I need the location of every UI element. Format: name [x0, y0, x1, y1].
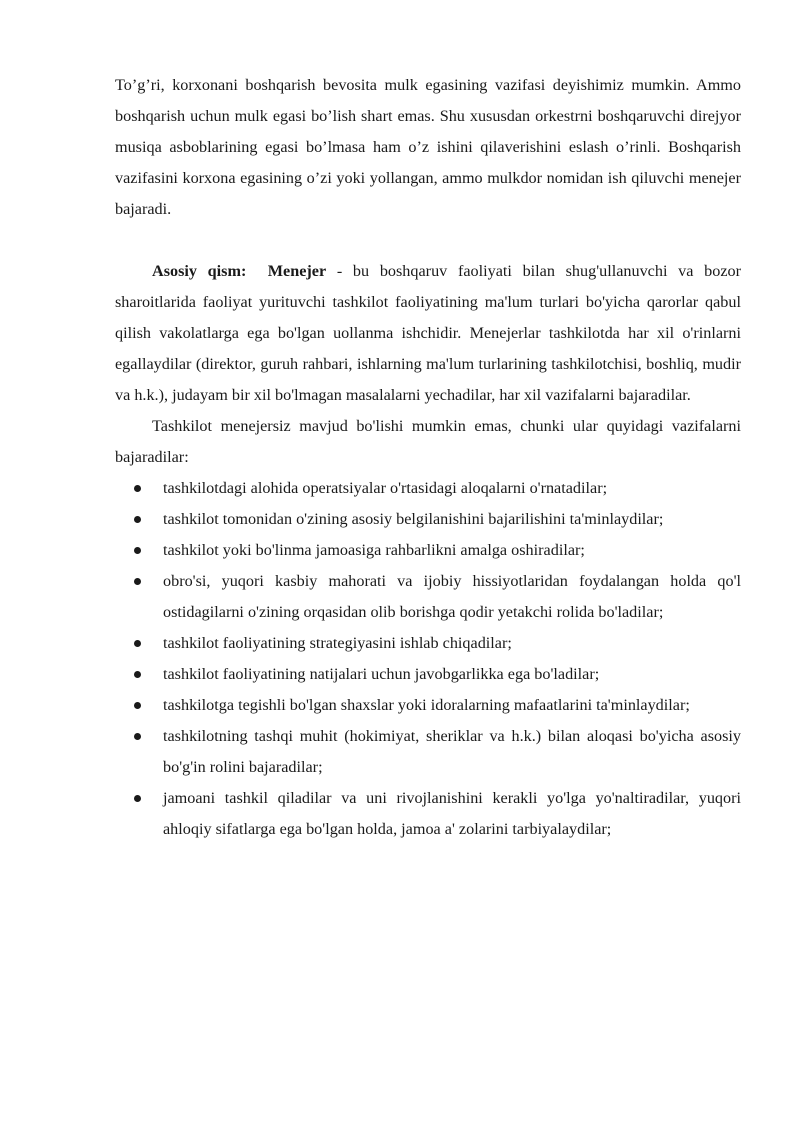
term-definition: - bu boshqaruv faoliyati bilan shug'ullanuvchi va bozor sharoitlarida faoliyat yurituvchi tashkilot faoliyatining ma'lum turlari bo'yicha qarorlar qabul qilish vakolatlarga ega bo'lgan uollanma ishchidir. Menejerlar tashkilotda har xil o'rinlarni egallaydilar (direktor, guruh rahbari, ishlarning ma'lum turlarining tashkilotchisi, boshliq, mudir va h.k.), judayam bir xil bo'lmagan masalalarni yechadilar, har xil vazifalarni bajaradilar. — [115, 262, 741, 404]
document-page — [115, 70, 741, 845]
list-item-text: tashkilot faoliyatining strategiyasini ishlab chiqadilar; — [163, 634, 512, 652]
list-item — [115, 535, 741, 566]
list-item — [115, 504, 741, 535]
list-item — [115, 473, 741, 504]
list-item — [115, 566, 741, 628]
list-intro-paragraph: Tashkilot menejersiz mavjud bo'lishi mumkin emas, chunki ular quyidagi vazifalarni bajaradilar: — [115, 417, 741, 466]
list-item — [115, 628, 741, 659]
bullet-icon — [134, 640, 141, 647]
bullet-icon — [134, 485, 141, 492]
list-item-text: tashkilotning tashqi muhit (hokimiyat, sheriklar va h.k.) bilan aloqasi bo'yicha asosiy bo'g'in rolini bajaradilar; — [163, 727, 741, 776]
list-item — [115, 783, 741, 845]
list-item-text: tashkilotdagi alohida operatsiyalar o'rtasidagi aloqalarni o'rnatadilar; — [163, 479, 608, 497]
main-section-paragraph — [115, 256, 741, 411]
bullet-icon — [134, 733, 141, 740]
list-item — [115, 721, 741, 783]
list-item-text: jamoani tashkil qiladilar va uni rivojlanishini kerakli yo'lga yo'naltiradilar, yuqori ahloqiy sifatlarga ega bo'lgan holda, jamoa a' zolarini tarbiyalaydilar; — [163, 789, 741, 838]
bullet-icon — [134, 547, 141, 554]
paragraph-gap — [115, 225, 741, 256]
bullet-icon — [134, 702, 141, 709]
intro-paragraph: To’g’ri, korxonani boshqarish bevosita mulk egasining vazifasi deyishimiz mumkin. Ammo boshqarish uchun mulk egasi bo’lish shart emas. Shu xususdan orkestrni boshqaruvchi direjyor musiqa asboblarining egasi bo’lmasa ham o’z ishini qilaverishini eslash o’rinli. Boshqarish vazifasini korxona egasining o’zi yoki yollangan, ammo mulkdor nomidan ish qiluvchi menejer bajaradi. — [115, 76, 741, 218]
bullet-icon — [134, 795, 141, 802]
bullet-icon — [134, 671, 141, 678]
list-item-text: tashkilot yoki bo'linma jamoasiga rahbarlikni amalga oshiradilar; — [163, 541, 585, 559]
bullet-icon — [134, 516, 141, 523]
bullet-icon — [134, 578, 141, 585]
tasks-list — [115, 473, 741, 845]
list-item — [115, 659, 741, 690]
section-heading: Asosiy qism: — [152, 262, 247, 280]
list-item-text: tashkilotga tegishli bo'lgan shaxslar yoki idoralarning mafaatlarini ta'minlaydilar; — [163, 696, 690, 714]
defined-term: Menejer — [267, 262, 327, 280]
list-item — [115, 690, 741, 721]
list-item-text: tashkilot tomonidan o'zining asosiy belgilanishini bajarilishini ta'minlaydilar; — [163, 510, 664, 528]
list-item-text: tashkilot faoliyatining natijalari uchun javobgarlikka ega bo'ladilar; — [163, 665, 600, 683]
list-item-text: obro'si, yuqori kasbiy mahorati va ijobiy hissiyotlaridan foydalangan holda qo'l ostidagilarni o'zining orqasidan olib borishga qodir yetakchi rolida bo'ladilar; — [163, 572, 741, 621]
